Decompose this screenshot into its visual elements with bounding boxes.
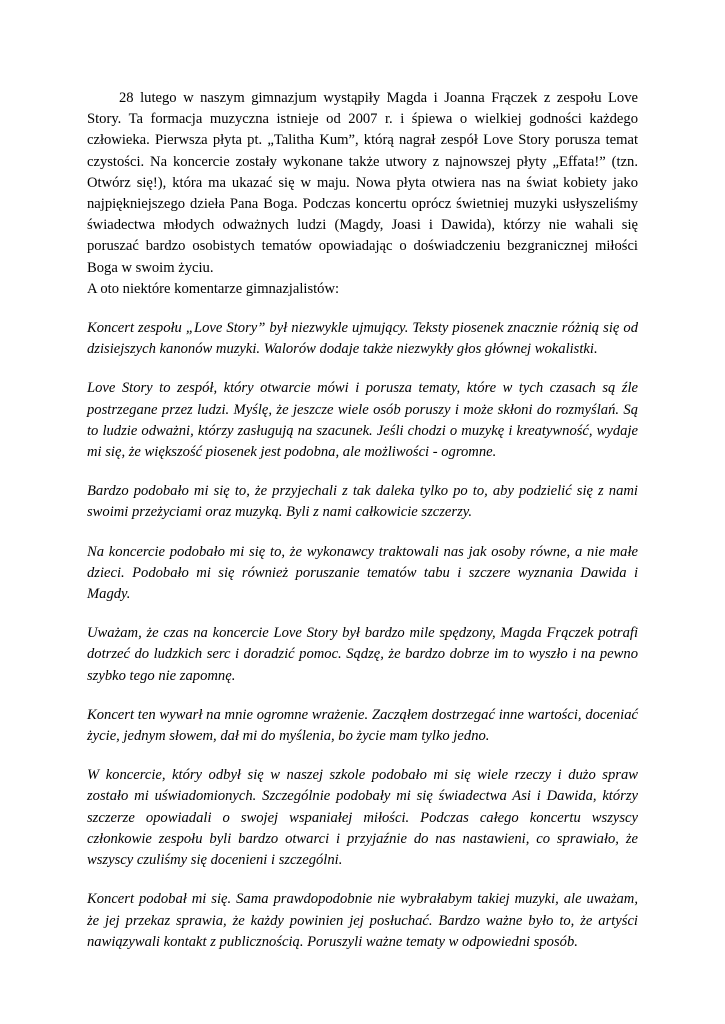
student-comment: Love Story to zespół, który otwarcie mówi i porusza tematy, które w tych czasach są źle postrzegane przez ludzi. Myślę, że jeszcze wiele osób poruszy i może skłoni do rozmyślań. Są to ludzie odważni, którzy zasługują na szacunek. Jeśli chodzi o muzykę i kreatywność, wydaje mi się, że większość piosenek jest podobna, ale możliwości - ogromne. xyxy=(87,380,638,461)
student-comment: Koncert zespołu „Love Story” był niezwykle ujmujący. Teksty piosenek znacznie różnią się od dzisiejszych kanonów muzyki. Walorów dodaje także niezwykły głos głównej wokalistki. xyxy=(87,320,638,358)
student-comment: W koncercie, który odbył się w naszej szkole podobało mi się wiele rzeczy i dużo spraw zostało mi uświadomionych. Szczególnie podobały mi się świadectwa Asi i Dawida, którzy szczerze opowiadali o swojej wspaniałej miłości. Podczas całego koncertu wszyscy członkowie zespołu byli bardzo otwarci i przyjaźnie do nas nastawieni, co sprawiało, że wszyscy czuliśmy się docenieni i szczególni. xyxy=(87,767,638,869)
student-comment: Na koncercie podobało mi się to, że wykonawcy traktowali nas jak osoby równe, a nie małe dzieci. Podobało mi się również poruszanie tematów tabu i szczere wyznania Dawida i Magdy. xyxy=(87,543,638,603)
student-comment: Bardzo podobało mi się to, że przyjechali z tak daleka tylko po to, aby podzielić się z nami swoimi przeżyciami oraz muzyką. Byli z nami całkowicie szczerzy. xyxy=(87,483,638,521)
student-comment: Uważam, że czas na koncercie Love Story był bardzo mile spędzony, Magda Frączek potrafi dotrzeć do ludzkich serc i doradzić pomoc. Sądzę, że bardzo dobrze im to wyszło i na pewno szybko tego nie zapomnę. xyxy=(87,625,638,684)
intro-paragraph: 28 lutego w naszym gimnazjum wystąpiły Magda i Joanna Frączek z zespołu Love Story. Ta formacja muzyczna istnieje od 2007 r. i śpiewa o wielkiej godności każdego człowieka. Pierwsza płyta pt. „Talitha Kum”, którą nagrał zespół Love Story porusza temat czystości. Na koncercie zostały wykonane także utwory z najnowszej płyty „Effata!” (tzn. Otwórz się!), która ma ukazać się w maju. Nowa płyta otwiera nas na świat kobiety jako najpiękniejszego dzieła Pana Boga. Podczas koncertu oprócz świetniej muzyki usłyszeliśmy świadectwa młodych odważnych ludzi (Magdy, Joasi i Dawida), którzy nie wahali się poruszać bardzo osobistych tematów opowiadając o doświadczeniu bezgranicznej miłości Boga w swoim życiu. xyxy=(87,90,638,276)
document-page xyxy=(87,88,638,971)
comments-lead-in: A oto niektóre komentarze gimnazjalistów: xyxy=(87,280,340,297)
student-comment: Koncert podobał mi się. Sama prawdopodobnie nie wybrałabym takiej muzyki, ale uważam, że jej przekaz sprawia, że każdy powinien jej posłuchać. Bardzo ważne było to, że artyści nawiązywali kontakt z publicznością. Poruszyli ważne tematy w odpowiedni sposób. xyxy=(87,891,638,950)
student-comment: Koncert ten wywarł na mnie ogromne wrażenie. Zacząłem dostrzegać inne wartości, doceniać życie, jednym słowem, dał mi do myślenia, bo życie mam tylko jedno. xyxy=(87,706,638,745)
